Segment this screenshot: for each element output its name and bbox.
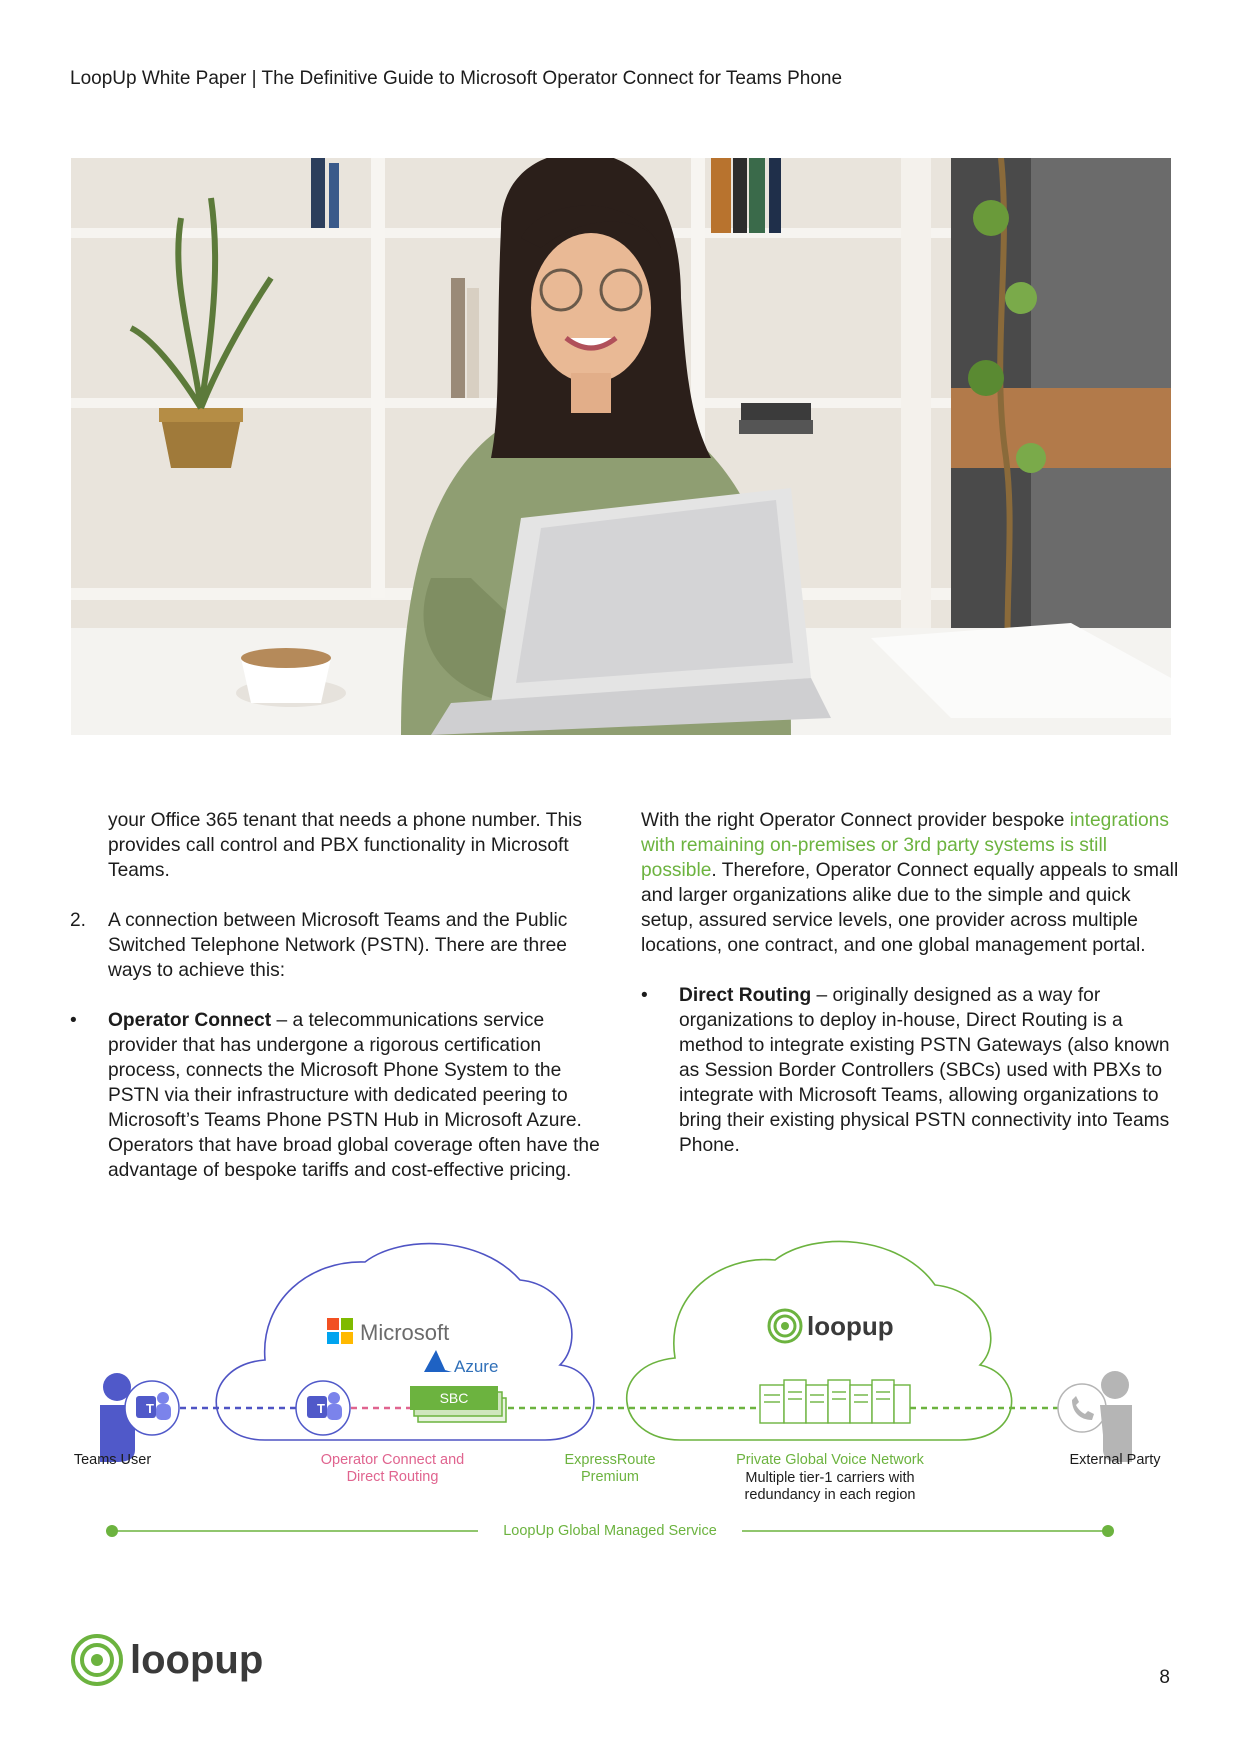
expressroute-label-line2: Premium (580, 1469, 639, 1485)
microsoft-logo-icon (327, 1318, 353, 1344)
managed-service-label: LoopUp Global Managed Service (503, 1523, 717, 1539)
expressroute-label-line1: ExpressRoute (564, 1452, 656, 1468)
page-header-title: LoopUp White Paper | The Definitive Guide to Microsoft Operator Connect for Teams Phone (70, 68, 843, 89)
server-rack-icon (760, 1380, 910, 1423)
expressroute-label (540, 1452, 680, 1486)
teams-letter-1: T (146, 1401, 154, 1416)
para-highlight: integrations with remaining on-premises or 3rd party systems is still possible (641, 810, 1169, 881)
hero-photo-illustration (71, 158, 1171, 735)
external-party-icon (1058, 1371, 1132, 1462)
private-network-label: Private Global Voice Network (736, 1452, 924, 1468)
azure-label: Azure (454, 1357, 499, 1376)
item-text: A connection between Microsoft Teams and the Public Switched Telephone Network (PSTN). There are three ways to achieve this: (108, 910, 568, 981)
carriers-label (700, 1470, 960, 1504)
operator-connect-label (290, 1452, 495, 1486)
bullet-symbol: • (641, 985, 648, 1006)
bullet-direct-routing (641, 983, 1181, 1158)
network-diagram-svg (0, 1240, 1240, 1570)
bullet-symbol: • (70, 1010, 77, 1031)
numbered-item-2 (70, 908, 610, 983)
right-column (641, 808, 1181, 1183)
bullet-title: Operator Connect (108, 1010, 272, 1031)
microsoft-label: Microsoft (360, 1320, 450, 1345)
footer-logo-text: loopup (130, 1638, 264, 1682)
para-end: . Therefore, Operator Connect equally appeals to small and larger organizations alike due to the simple and quick setup, assured service levels, one provider across multiple locations, one contract, and one global management portal. (641, 860, 1179, 956)
page-number: 8 (1159, 1667, 1170, 1688)
external-party-label: External Party (1069, 1452, 1161, 1468)
azure-logo-icon (424, 1350, 452, 1372)
bullet-text: – originally designed as a way for organizations to deploy in-house, Direct Routing is a method to integrate existing PSTN Gateways (also known as Session Border Controllers (SBCs) used with PBXs to integrate with Microsoft Teams, allowing organizations to bring their existing physical PSTN connectivity into Teams Phone. (679, 985, 1170, 1156)
teams-user-label: Teams User (73, 1452, 152, 1468)
loopup-cloud-logo-icon (769, 1310, 801, 1342)
teams-letter-2: T (317, 1401, 325, 1416)
footer-logo (70, 1630, 270, 1695)
operator-connect-label-line2: Direct Routing (346, 1469, 439, 1485)
teams-user-icon (100, 1373, 179, 1462)
sbc-label: SBC (439, 1390, 469, 1406)
hero-photo (71, 158, 1171, 735)
bullet-operator-connect (70, 1008, 610, 1183)
operator-connect-paragraph (641, 808, 1181, 958)
carriers-label-line2: redundancy in each region (744, 1487, 916, 1503)
bullet-title: Direct Routing (679, 985, 812, 1006)
para-start: With the right Operator Connect provider bespoke (641, 810, 1070, 831)
loopup-logo-icon (70, 1630, 270, 1690)
item-number: 2. (70, 910, 87, 931)
carriers-label-line1: Multiple tier-1 carriers with (745, 1470, 915, 1486)
loopup-cloud-label: loopup (807, 1311, 894, 1341)
managed-service-end-dot (1102, 1525, 1114, 1537)
managed-service-start-dot (106, 1525, 118, 1537)
network-diagram (0, 1240, 1240, 1570)
left-column (70, 808, 610, 1208)
intro-paragraph: your Office 365 tenant that needs a phone number. This provides call control and PBX functionality in Microsoft Teams. (108, 810, 582, 881)
operator-connect-label-line1: Operator Connect and (320, 1452, 465, 1468)
bullet-text: – a telecommunications service provider that has undergone a rigorous certification process, connects the Microsoft Phone System to the PSTN via their infrastructure with dedicated peering to Microsoft’s Teams Phone PSTN Hub in Microsoft Azure. Operators that have broad global coverage often have the advantage of bespoke tariffs and cost-effective pricing. (108, 1010, 600, 1181)
